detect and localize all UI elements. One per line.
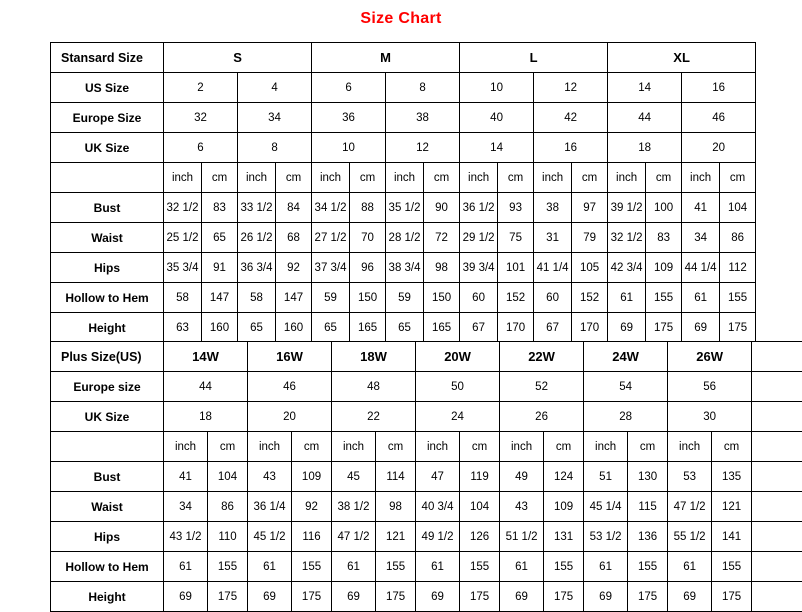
size-value: 42 xyxy=(534,103,608,133)
unit-label: inch xyxy=(608,163,646,193)
table-row xyxy=(51,313,756,343)
measure-value: 175 xyxy=(292,582,332,612)
measure-value: 155 xyxy=(712,552,752,582)
measure-value: 160 xyxy=(276,313,312,343)
measure-value: 165 xyxy=(424,313,460,343)
measure-value: 83 xyxy=(202,193,238,223)
measure-value: 61 xyxy=(500,552,544,582)
measure-value: 41 xyxy=(164,462,208,492)
size-value: 16 xyxy=(682,73,756,103)
size-value: 46 xyxy=(682,103,756,133)
unit-label: cm xyxy=(350,163,386,193)
measure-value: 112 xyxy=(720,253,756,283)
unit-label: cm xyxy=(202,163,238,193)
measure-value: 141 xyxy=(712,522,752,552)
unit-label: cm xyxy=(712,432,752,462)
measure-value: 126 xyxy=(460,522,500,552)
size-value: 50 xyxy=(416,372,500,402)
measure-value: 92 xyxy=(276,253,312,283)
table-row xyxy=(51,402,802,432)
measure-value: 39 3/4 xyxy=(460,253,498,283)
measure-value: 90 xyxy=(424,193,460,223)
row-label: Hips xyxy=(51,522,164,552)
measure-value: 65 xyxy=(312,313,350,343)
size-group-header: M xyxy=(312,43,460,73)
measure-value: 65 xyxy=(386,313,424,343)
unit-label: inch xyxy=(668,432,712,462)
measure-value: 152 xyxy=(498,283,534,313)
measure-value: 155 xyxy=(544,552,584,582)
measure-value: 109 xyxy=(292,462,332,492)
unit-label: cm xyxy=(276,163,312,193)
measure-value: 119 xyxy=(460,462,500,492)
blank-cell xyxy=(752,372,802,402)
measure-value: 91 xyxy=(202,253,238,283)
unit-label: inch xyxy=(312,163,350,193)
measure-value: 98 xyxy=(424,253,460,283)
size-value: 44 xyxy=(164,372,248,402)
measure-value: 104 xyxy=(460,492,500,522)
table-row xyxy=(51,133,756,163)
measure-value: 49 1/2 xyxy=(416,522,460,552)
measure-value: 61 xyxy=(584,552,628,582)
measure-value: 92 xyxy=(292,492,332,522)
measure-value: 34 1/2 xyxy=(312,193,350,223)
measure-value: 38 xyxy=(534,193,572,223)
measure-value: 68 xyxy=(276,223,312,253)
table-row xyxy=(51,372,802,402)
unit-label: cm xyxy=(544,432,584,462)
measure-value: 69 xyxy=(248,582,292,612)
measure-value: 115 xyxy=(628,492,668,522)
row-label: Europe Size xyxy=(51,103,164,133)
measure-value: 39 1/2 xyxy=(608,193,646,223)
size-value: 28 xyxy=(584,402,668,432)
table-row xyxy=(51,342,802,372)
table-row xyxy=(51,522,802,552)
unit-label: inch xyxy=(416,432,460,462)
blank-cell xyxy=(752,582,802,612)
size-value: 4 xyxy=(238,73,312,103)
measure-value: 105 xyxy=(572,253,608,283)
measure-value: 25 1/2 xyxy=(164,223,202,253)
measure-value: 45 1/4 xyxy=(584,492,628,522)
measure-value: 27 1/2 xyxy=(312,223,350,253)
measure-value: 121 xyxy=(376,522,416,552)
unit-label: inch xyxy=(248,432,292,462)
measure-value: 175 xyxy=(208,582,248,612)
blank-cell xyxy=(752,522,802,552)
unit-label: cm xyxy=(628,432,668,462)
table-row xyxy=(51,432,802,462)
measure-value: 84 xyxy=(276,193,312,223)
measure-value: 38 3/4 xyxy=(386,253,424,283)
size-group-header: L xyxy=(460,43,608,73)
measure-value: 51 1/2 xyxy=(500,522,544,552)
measure-value: 152 xyxy=(572,283,608,313)
measure-value: 69 xyxy=(668,582,712,612)
unit-label: inch xyxy=(164,163,202,193)
measure-value: 93 xyxy=(498,193,534,223)
measure-value: 79 xyxy=(572,223,608,253)
measure-value: 58 xyxy=(164,283,202,313)
measure-value: 155 xyxy=(646,283,682,313)
measure-value: 116 xyxy=(292,522,332,552)
table-row xyxy=(51,223,756,253)
blank-cell xyxy=(752,552,802,582)
size-value: 56 xyxy=(668,372,752,402)
measure-value: 36 1/4 xyxy=(248,492,292,522)
measure-value: 41 xyxy=(682,193,720,223)
size-value: 14 xyxy=(608,73,682,103)
measure-value: 88 xyxy=(350,193,386,223)
row-label: Hollow to Hem xyxy=(51,552,164,582)
size-group-header: 26W xyxy=(668,342,752,372)
size-value: 8 xyxy=(238,133,312,163)
measure-value: 45 1/2 xyxy=(248,522,292,552)
unit-label: cm xyxy=(460,432,500,462)
size-value: 8 xyxy=(386,73,460,103)
unit-label: cm xyxy=(376,432,416,462)
size-value: 44 xyxy=(608,103,682,133)
size-value: 6 xyxy=(164,133,238,163)
size-value: 22 xyxy=(332,402,416,432)
measure-value: 65 xyxy=(202,223,238,253)
size-value: 6 xyxy=(312,73,386,103)
row-label xyxy=(51,163,164,193)
unit-label: cm xyxy=(208,432,248,462)
measure-value: 58 xyxy=(238,283,276,313)
size-value: 10 xyxy=(312,133,386,163)
unit-label: cm xyxy=(720,163,756,193)
measure-value: 53 xyxy=(668,462,712,492)
measure-value: 47 1/2 xyxy=(332,522,376,552)
unit-label: cm xyxy=(572,163,608,193)
measure-value: 69 xyxy=(164,582,208,612)
measure-value: 109 xyxy=(646,253,682,283)
measure-value: 61 xyxy=(248,552,292,582)
unit-label: inch xyxy=(534,163,572,193)
size-table-corner-label: Stansard Size xyxy=(51,43,164,73)
measure-value: 69 xyxy=(608,313,646,343)
measure-value: 31 xyxy=(534,223,572,253)
measure-value: 155 xyxy=(628,552,668,582)
size-value: 18 xyxy=(608,133,682,163)
measure-value: 51 xyxy=(584,462,628,492)
size-value: 16 xyxy=(534,133,608,163)
row-label: Bust xyxy=(51,462,164,492)
measure-value: 32 1/2 xyxy=(608,223,646,253)
page-title: Size Chart xyxy=(360,10,442,27)
table-row xyxy=(51,552,802,582)
measure-value: 29 1/2 xyxy=(460,223,498,253)
measure-value: 155 xyxy=(208,552,248,582)
measure-value: 175 xyxy=(544,582,584,612)
row-label: UK Size xyxy=(51,402,164,432)
table-row xyxy=(51,193,756,223)
blank-cell xyxy=(752,462,802,492)
measure-value: 121 xyxy=(712,492,752,522)
measure-value: 60 xyxy=(460,283,498,313)
measure-value: 33 1/2 xyxy=(238,193,276,223)
row-label: Waist xyxy=(51,223,164,253)
measure-value: 86 xyxy=(208,492,248,522)
size-group-header: 16W xyxy=(248,342,332,372)
measure-value: 63 xyxy=(164,313,202,343)
size-value: 34 xyxy=(238,103,312,133)
size-value: 30 xyxy=(668,402,752,432)
size-value: 40 xyxy=(460,103,534,133)
unit-label: cm xyxy=(292,432,332,462)
measure-value: 170 xyxy=(498,313,534,343)
measure-value: 136 xyxy=(628,522,668,552)
size-value: 10 xyxy=(460,73,534,103)
measure-value: 175 xyxy=(628,582,668,612)
size-value: 20 xyxy=(248,402,332,432)
size-value: 12 xyxy=(534,73,608,103)
unit-label: inch xyxy=(386,163,424,193)
measure-value: 75 xyxy=(498,223,534,253)
measure-value: 67 xyxy=(460,313,498,343)
size-group-header: 22W xyxy=(500,342,584,372)
measure-value: 150 xyxy=(424,283,460,313)
measure-value: 175 xyxy=(712,582,752,612)
measure-value: 45 xyxy=(332,462,376,492)
measure-value: 175 xyxy=(460,582,500,612)
measure-value: 61 xyxy=(416,552,460,582)
size-value: 24 xyxy=(416,402,500,432)
measure-value: 61 xyxy=(682,283,720,313)
measure-value: 83 xyxy=(646,223,682,253)
size-value: 26 xyxy=(500,402,584,432)
size-group-header: 18W xyxy=(332,342,416,372)
measure-value: 175 xyxy=(646,313,682,343)
measure-value: 65 xyxy=(238,313,276,343)
measure-value: 67 xyxy=(534,313,572,343)
unit-label: inch xyxy=(682,163,720,193)
unit-label: inch xyxy=(584,432,628,462)
measure-value: 43 1/2 xyxy=(164,522,208,552)
table-row xyxy=(51,582,802,612)
measure-value: 69 xyxy=(500,582,544,612)
size-value: 18 xyxy=(164,402,248,432)
plus-size-table xyxy=(50,341,802,612)
measure-value: 147 xyxy=(202,283,238,313)
measure-value: 170 xyxy=(572,313,608,343)
unit-label: inch xyxy=(238,163,276,193)
blank-cell xyxy=(752,492,802,522)
unit-label: inch xyxy=(460,163,498,193)
measure-value: 47 xyxy=(416,462,460,492)
measure-value: 155 xyxy=(292,552,332,582)
measure-value: 34 xyxy=(164,492,208,522)
measure-value: 35 3/4 xyxy=(164,253,202,283)
table-row xyxy=(51,462,802,492)
measure-value: 41 1/4 xyxy=(534,253,572,283)
measure-value: 124 xyxy=(544,462,584,492)
blank-cell xyxy=(752,402,802,432)
measure-value: 160 xyxy=(202,313,238,343)
size-value: 36 xyxy=(312,103,386,133)
table-row xyxy=(51,283,756,313)
table-row xyxy=(51,103,756,133)
measure-value: 155 xyxy=(376,552,416,582)
unit-label: inch xyxy=(500,432,544,462)
row-label: Waist xyxy=(51,492,164,522)
measure-value: 69 xyxy=(584,582,628,612)
measure-value: 47 1/2 xyxy=(668,492,712,522)
measure-value: 114 xyxy=(376,462,416,492)
row-label xyxy=(51,432,164,462)
measure-value: 60 xyxy=(534,283,572,313)
row-label: Height xyxy=(51,313,164,343)
measure-value: 70 xyxy=(350,223,386,253)
size-value: 46 xyxy=(248,372,332,402)
row-label: UK Size xyxy=(51,133,164,163)
measure-value: 98 xyxy=(376,492,416,522)
size-value: 2 xyxy=(164,73,238,103)
size-value: 52 xyxy=(500,372,584,402)
measure-value: 155 xyxy=(720,283,756,313)
measure-value: 26 1/2 xyxy=(238,223,276,253)
unit-label: cm xyxy=(646,163,682,193)
blank-cell xyxy=(752,342,802,372)
measure-value: 69 xyxy=(416,582,460,612)
row-label: Hips xyxy=(51,253,164,283)
measure-value: 35 1/2 xyxy=(386,193,424,223)
measure-value: 61 xyxy=(332,552,376,582)
measure-value: 44 1/4 xyxy=(682,253,720,283)
measure-value: 36 3/4 xyxy=(238,253,276,283)
row-label: Hollow to Hem xyxy=(51,283,164,313)
measure-value: 40 3/4 xyxy=(416,492,460,522)
measure-value: 61 xyxy=(608,283,646,313)
size-value: 38 xyxy=(386,103,460,133)
size-table-corner-label: Plus Size(US) xyxy=(51,342,164,372)
measure-value: 135 xyxy=(712,462,752,492)
row-label: Height xyxy=(51,582,164,612)
row-label: Bust xyxy=(51,193,164,223)
size-group-header: S xyxy=(164,43,312,73)
size-group-header: 24W xyxy=(584,342,668,372)
measure-value: 49 xyxy=(500,462,544,492)
measure-value: 43 xyxy=(248,462,292,492)
measure-value: 104 xyxy=(208,462,248,492)
size-value: 20 xyxy=(682,133,756,163)
size-value: 32 xyxy=(164,103,238,133)
measure-value: 61 xyxy=(164,552,208,582)
size-group-header: 14W xyxy=(164,342,248,372)
size-value: 48 xyxy=(332,372,416,402)
measure-value: 28 1/2 xyxy=(386,223,424,253)
table-row xyxy=(51,73,756,103)
measure-value: 109 xyxy=(544,492,584,522)
measure-value: 61 xyxy=(668,552,712,582)
measure-value: 69 xyxy=(682,313,720,343)
measure-value: 110 xyxy=(208,522,248,552)
measure-value: 55 1/2 xyxy=(668,522,712,552)
measure-value: 72 xyxy=(424,223,460,253)
standard-size-table xyxy=(50,42,756,343)
table-row xyxy=(51,163,756,193)
size-value: 54 xyxy=(584,372,668,402)
measure-value: 36 1/2 xyxy=(460,193,498,223)
measure-value: 155 xyxy=(460,552,500,582)
row-label: Europe size xyxy=(51,372,164,402)
size-value: 12 xyxy=(386,133,460,163)
measure-value: 32 1/2 xyxy=(164,193,202,223)
blank-cell xyxy=(752,432,802,462)
measure-value: 53 1/2 xyxy=(584,522,628,552)
measure-value: 104 xyxy=(720,193,756,223)
measure-value: 34 xyxy=(682,223,720,253)
measure-value: 37 3/4 xyxy=(312,253,350,283)
row-label: US Size xyxy=(51,73,164,103)
measure-value: 100 xyxy=(646,193,682,223)
measure-value: 147 xyxy=(276,283,312,313)
measure-value: 130 xyxy=(628,462,668,492)
measure-value: 69 xyxy=(332,582,376,612)
unit-label: inch xyxy=(332,432,376,462)
measure-value: 101 xyxy=(498,253,534,283)
measure-value: 59 xyxy=(386,283,424,313)
size-group-header: 20W xyxy=(416,342,500,372)
measure-value: 150 xyxy=(350,283,386,313)
size-group-header: XL xyxy=(608,43,756,73)
measure-value: 86 xyxy=(720,223,756,253)
measure-value: 43 xyxy=(500,492,544,522)
measure-value: 97 xyxy=(572,193,608,223)
measure-value: 38 1/2 xyxy=(332,492,376,522)
measure-value: 96 xyxy=(350,253,386,283)
unit-label: cm xyxy=(498,163,534,193)
measure-value: 165 xyxy=(350,313,386,343)
measure-value: 59 xyxy=(312,283,350,313)
table-row xyxy=(51,43,756,73)
unit-label: cm xyxy=(424,163,460,193)
measure-value: 175 xyxy=(376,582,416,612)
table-row xyxy=(51,253,756,283)
measure-value: 42 3/4 xyxy=(608,253,646,283)
table-row xyxy=(51,492,802,522)
unit-label: inch xyxy=(164,432,208,462)
size-value: 14 xyxy=(460,133,534,163)
measure-value: 175 xyxy=(720,313,756,343)
measure-value: 131 xyxy=(544,522,584,552)
